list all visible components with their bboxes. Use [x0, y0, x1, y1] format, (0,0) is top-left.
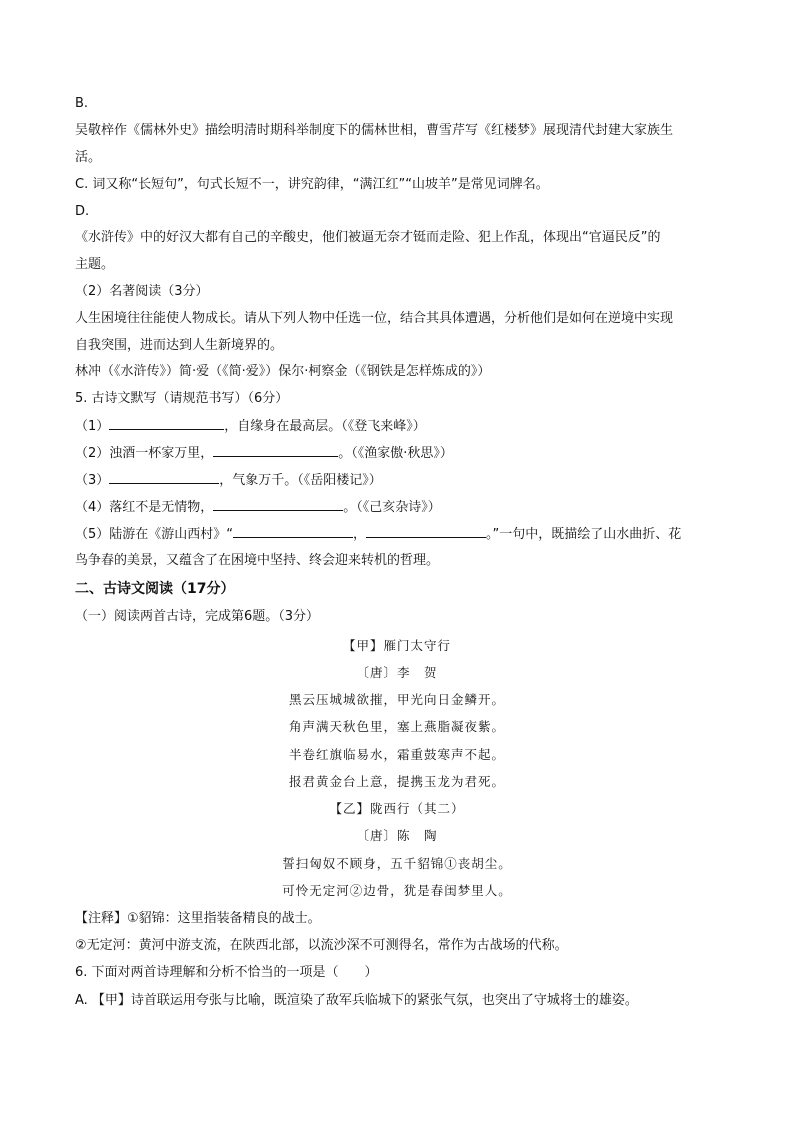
dictation-1-suffix: ，自缘身在最高层。（《登飞来峰》）	[224, 419, 426, 434]
dictation-5-comma: ，	[353, 527, 367, 542]
dictation-item-3	[75, 471, 382, 490]
poem-2-line: 誓扫匈奴不顾身，五千貂锦①丧胡尘。	[282, 856, 512, 871]
poem-1-line: 半卷红旗临易水，霜重鼓寒声不起。	[288, 747, 505, 762]
question-6-option-a: A. 【甲】诗首联运用夸张与比喻，既渲染了敌军兵临城下的紧张气氛，也突出了守城将士的雄姿。	[75, 993, 638, 1008]
dictation-item-1	[75, 417, 426, 436]
option-d-text-line1: 《水浒传》中的好汉大都有自己的辛酸史，他们被逼无奈才铤而走险、犯上作乱，体现出“官逼民反”的	[75, 230, 661, 245]
dictation-4-suffix: 。（《己亥杂诗》）	[343, 500, 441, 515]
poem-1-line: 报君黄金台上意，提携玉龙为君死。	[288, 774, 505, 789]
dictation-item-5	[75, 525, 681, 544]
question-2-title: （2）名著阅读（3分）	[75, 284, 209, 299]
dictation-item-5-continued: 鸟争春的美景，又蕴含了在困境中坚持、终会迎来转机的哲理。	[75, 553, 440, 568]
option-d-text-line2: 主题。	[75, 257, 115, 272]
poem-2-author: 〔唐〕陈 陶	[356, 828, 438, 843]
dictation-5-suffix: 。”一句中，既描绘了山水曲折、花	[486, 527, 682, 542]
dictation-5-prefix: （5）陆游在《游山西村》“	[75, 527, 234, 542]
poem-2-title: 【乙】陇西行（其二）	[329, 801, 465, 816]
poem-2-line: 可怜无定河②边骨，犹是春闺梦里人。	[282, 883, 512, 898]
poem-1-title: 【甲】雁门太守行	[342, 638, 451, 653]
option-b-text-line2: 活。	[75, 150, 102, 165]
dictation-2-prefix: （2）浊酒一杯家万里，	[75, 446, 214, 461]
subsection-1-instruction: （一）阅读两首古诗，完成第6题。（3分）	[75, 609, 320, 624]
poem-1-line: 黑云压城城欲摧，甲光向日金鳞开。	[288, 692, 505, 707]
answer-blank[interactable]	[213, 444, 338, 457]
dictation-item-4	[75, 498, 441, 517]
dictation-4-prefix: （4）落红不是无情物，	[75, 500, 214, 515]
dictation-1-prefix: （1）	[75, 419, 110, 434]
annotation-1: 【注释】①貂锦：这里指装备精良的战士。	[75, 911, 321, 926]
poem-1-line: 角声满天秋色里，塞上燕脂凝夜紫。	[288, 719, 505, 734]
poem-1-author: 〔唐〕李 贺	[356, 665, 438, 680]
question-6-stem: 6. 下面对两首诗理解和分析不恰当的一项是（ ）	[75, 965, 378, 980]
option-c-text: C. 词又称“长短句”，句式长短不一，讲究韵律，“满江红”“山坡羊”是常见词牌名。	[75, 177, 549, 192]
section-2-heading: 二、古诗文阅读（17分）	[75, 581, 235, 597]
dictation-3-prefix: （3）	[75, 473, 110, 488]
question-2-characters: 林冲（《水浒传》）简·爱（《简·爱》）保尔·柯察金（《钢铁是怎样炼成的》）	[75, 364, 491, 379]
dictation-item-2	[75, 444, 453, 463]
option-d-label: D.	[75, 204, 90, 219]
annotation-2: ②无定河：黄河中游支流，在陕西北部，以流沙深不可测得名，常作为古战场的代称。	[75, 938, 568, 953]
answer-blank[interactable]	[366, 525, 486, 538]
answer-blank[interactable]	[233, 525, 353, 538]
question-2-text-line2: 自我突围，进而达到人生新境界的。	[75, 338, 284, 353]
question-2-text-line1: 人生困境往往能使人物成长。请从下列人物中任选一位，结合其具体遭遇，分析他们是如何在逆境中实现	[75, 311, 674, 326]
answer-blank[interactable]	[213, 498, 343, 511]
option-b-label: B.	[75, 96, 89, 111]
option-b-text-line1: 吴敬梓作《儒林外史》描绘明清时期科举制度下的儒林世相，曹雪芹写《红楼梦》展现清代封建大家族生	[75, 123, 674, 138]
question-5-title: 5. 古诗文默写（请规范书写）（6分）	[75, 391, 289, 406]
answer-blank[interactable]	[109, 417, 224, 430]
answer-blank[interactable]	[109, 471, 219, 484]
dictation-2-suffix: 。（《渔家傲·秋思》）	[338, 446, 453, 461]
dictation-3-suffix: ，气象万千。（《岳阳楼记》）	[219, 473, 382, 488]
